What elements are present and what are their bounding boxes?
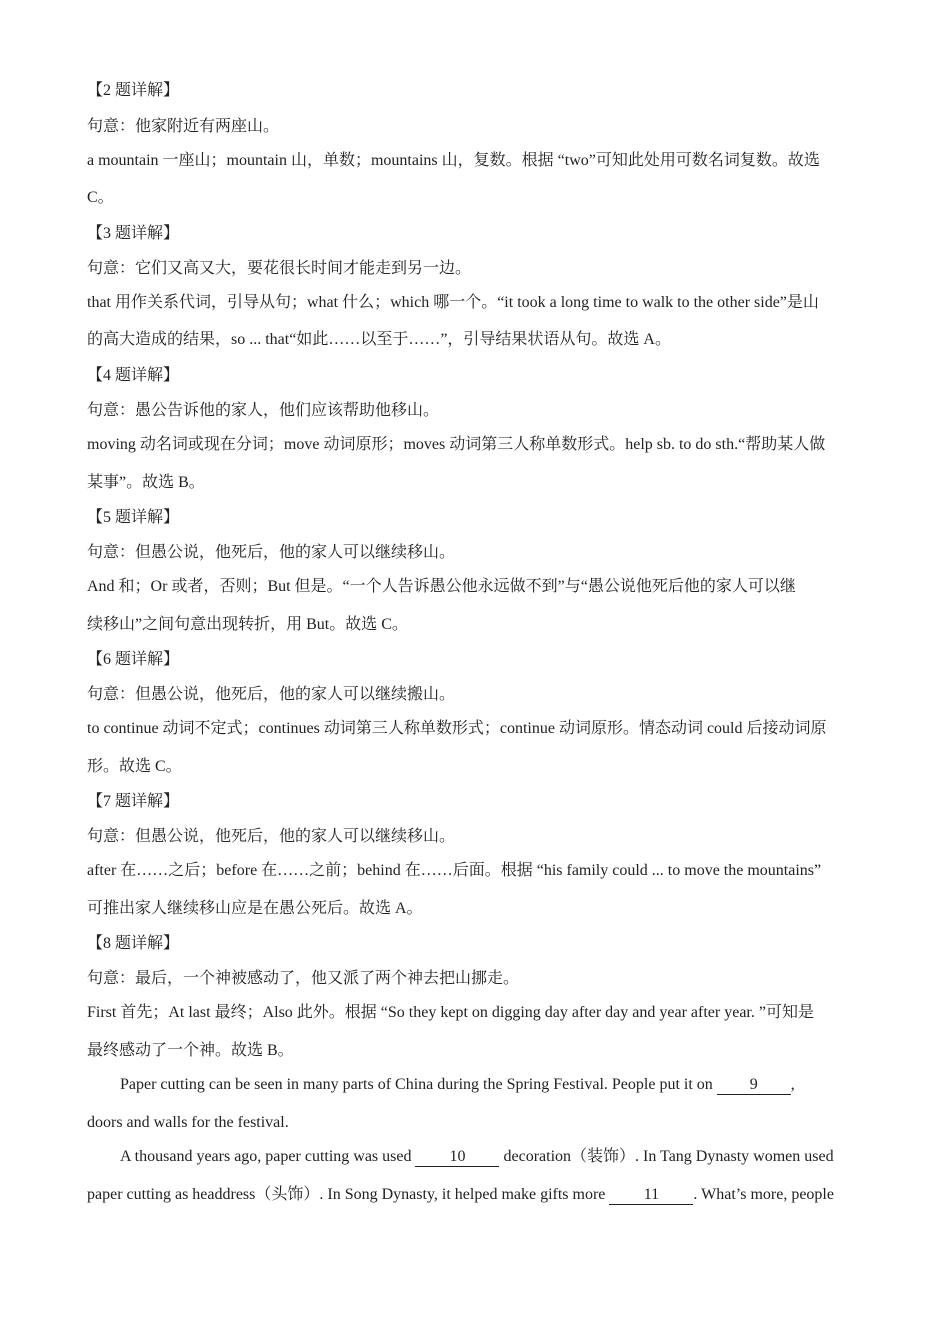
q5-heading: 【5 题详解】 bbox=[87, 509, 180, 526]
q3-meaning: 句意：它们又高又大，要花很长时间才能走到另一边。 bbox=[87, 260, 472, 277]
q7-meaning: 句意：但愚公说，他死后，他的家人可以继续移山。 bbox=[87, 828, 456, 845]
q3-heading: 【3 题详解】 bbox=[87, 225, 180, 242]
q3-explanation-line2: 的高大造成的结果，so ... that“如此……以至于……”，引导结果状语从句。故选 A。 bbox=[87, 331, 671, 348]
passage-text: A thousand years ago, paper cutting was used bbox=[120, 1148, 416, 1165]
passage-paragraph2-line2 bbox=[87, 1185, 867, 1205]
q8-meaning: 句意：最后，一个神被感动了，他又派了两个神去把山挪走。 bbox=[87, 970, 520, 987]
q8-heading: 【8 题详解】 bbox=[87, 935, 180, 952]
q7-explanation-line2: 可推出家人继续移山应是在愚公死后。故选 A。 bbox=[87, 900, 423, 917]
q2-heading: 【2 题详解】 bbox=[87, 82, 180, 99]
q4-explanation-line1: moving 动名词或现在分词；move 动词原形；moves 动词第三人称单数形式。help sb. to do sth.“帮助某人做 bbox=[87, 436, 826, 453]
q5-explanation-line2: 续移山”之间句意出现转折，用 But。故选 C。 bbox=[87, 616, 408, 633]
q6-meaning: 句意：但愚公说，他死后，他的家人可以继续搬山。 bbox=[87, 686, 456, 703]
passage-text: Paper cutting can be seen in many parts of China during the Spring Festival. People put it on bbox=[120, 1076, 717, 1093]
q2-meaning: 句意：他家附近有两座山。 bbox=[87, 118, 280, 135]
blank-10: 10 bbox=[415, 1148, 499, 1167]
q6-heading: 【6 题详解】 bbox=[87, 651, 180, 668]
q6-explanation-line2: 形。故选 C。 bbox=[87, 758, 182, 775]
q3-explanation-line1: that 用作关系代词，引导从句；what 什么；which 哪一个。“it took a long time to walk to the other side”是山 bbox=[87, 294, 819, 311]
passage-text: . What’s more, people bbox=[693, 1186, 834, 1203]
q5-explanation-line1: And 和；Or 或者，否则；But 但是。“一个人告诉愚公他永远做不到”与“愚公说他死后他的家人可以继 bbox=[87, 578, 796, 595]
passage-text: paper cutting as headdress（头饰）. In Song Dynasty, it helped make gifts more bbox=[87, 1186, 610, 1203]
passage-paragraph1-line1 bbox=[120, 1075, 867, 1095]
q7-explanation-line1: after 在……之后；before 在……之前；behind 在……后面。根据 “his family could ... to move the mountains” bbox=[87, 862, 822, 879]
q6-explanation-line1: to continue 动词不定式；continues 动词第三人称单数形式；continue 动词原形。情态动词 could 后接动词原 bbox=[87, 720, 827, 737]
q7-heading: 【7 题详解】 bbox=[87, 793, 180, 810]
q5-meaning: 句意：但愚公说，他死后，他的家人可以继续移山。 bbox=[87, 544, 456, 561]
passage-text: , bbox=[790, 1076, 795, 1093]
q4-meaning: 句意：愚公告诉他的家人，他们应该帮助他移山。 bbox=[87, 402, 440, 419]
q8-explanation-line2: 最终感动了一个神。故选 B。 bbox=[87, 1042, 294, 1059]
blank-11: 11 bbox=[609, 1186, 693, 1205]
blank-9: 9 bbox=[717, 1076, 791, 1095]
passage-paragraph2-line1 bbox=[120, 1147, 867, 1167]
q4-explanation-line2: 某事”。故选 B。 bbox=[87, 474, 205, 491]
passage-text: decoration（装饰）. In Tang Dynasty women used bbox=[499, 1148, 834, 1165]
q8-explanation-line1: First 首先；At last 最终；Also 此外。根据 “So they kept on digging day after day and year after year. ”可知是 bbox=[87, 1004, 814, 1021]
q2-explanation-line1: a mountain 一座山；mountain 山，单数；mountains 山，复数。根据 “two”可知此处用可数名词复数。故选 bbox=[87, 152, 820, 169]
passage-paragraph1-line2: doors and walls for the festival. bbox=[87, 1114, 289, 1131]
q4-heading: 【4 题详解】 bbox=[87, 367, 180, 384]
q2-explanation-line2: C。 bbox=[87, 189, 114, 206]
